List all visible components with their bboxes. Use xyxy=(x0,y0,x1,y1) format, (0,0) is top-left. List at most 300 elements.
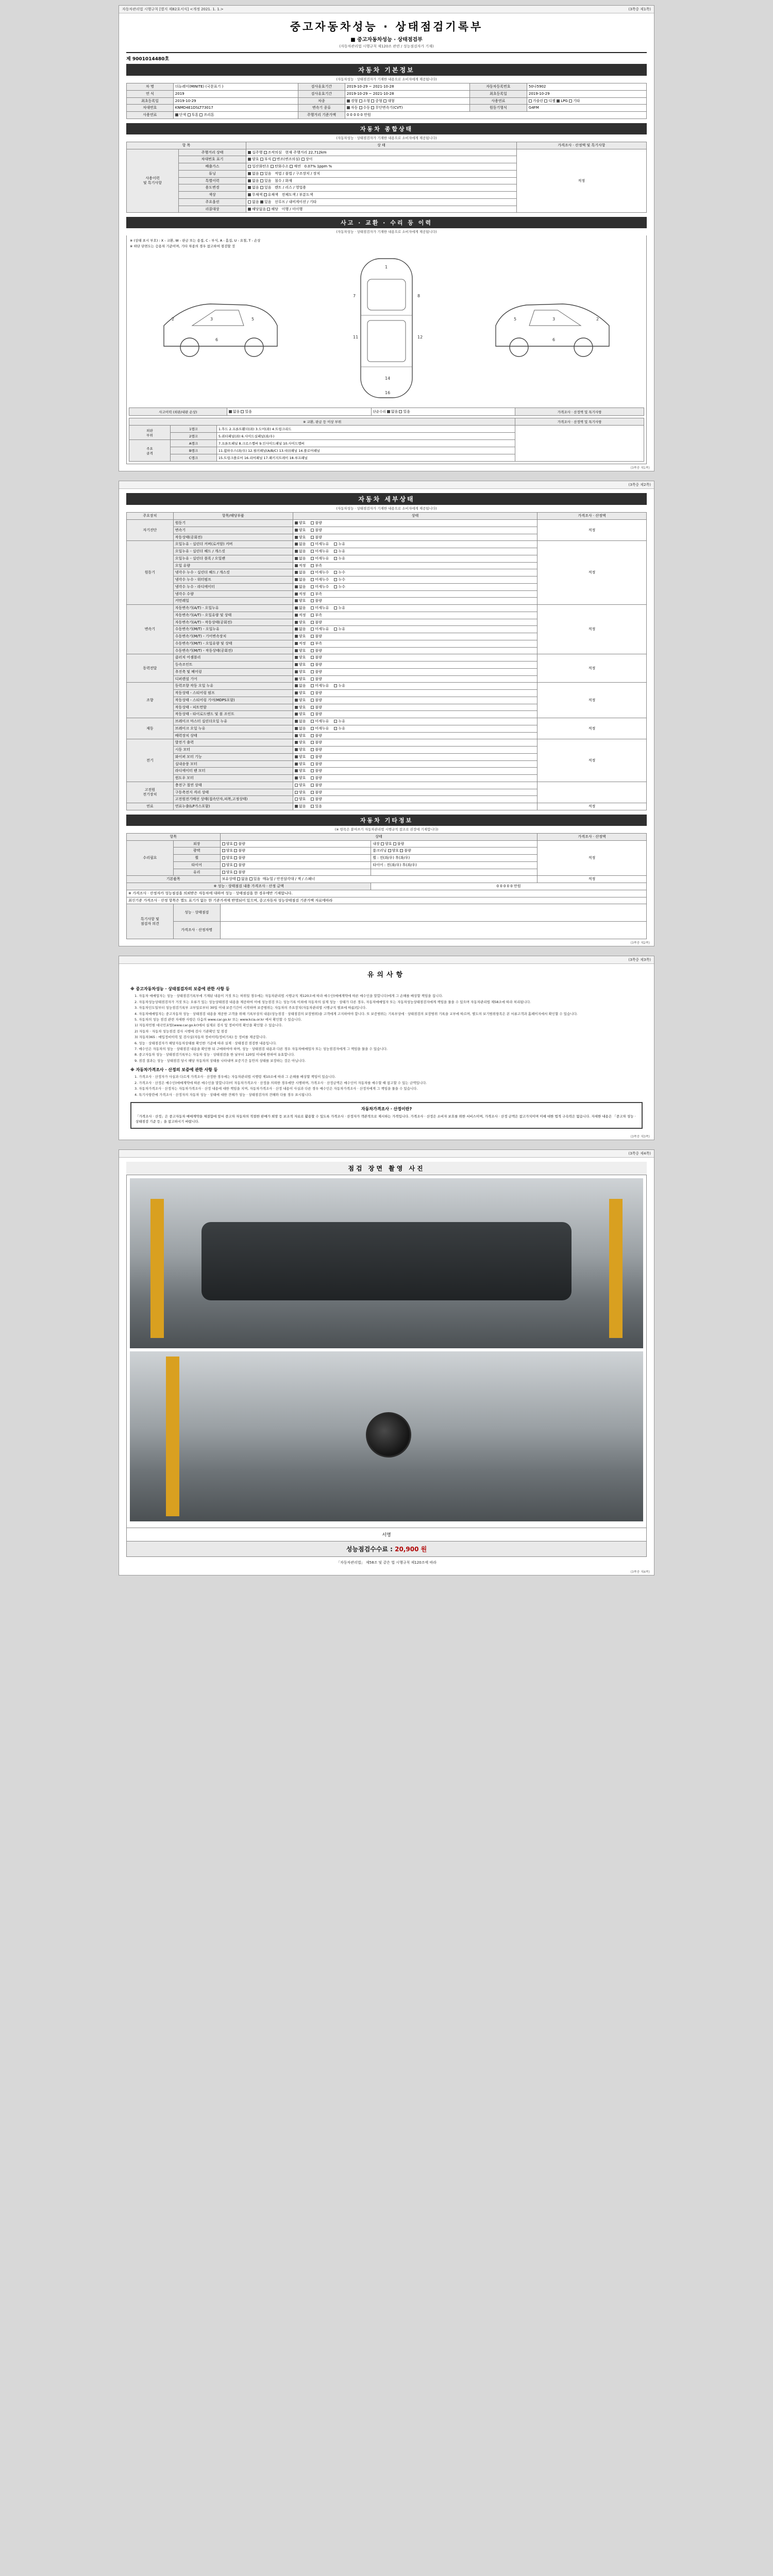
other-row-1-state xyxy=(220,848,371,855)
trans-option-0[interactable] xyxy=(347,106,358,110)
detail-opt-1-4-2[interactable] xyxy=(334,570,345,574)
checkbox-icon xyxy=(311,599,314,602)
detail-opt-3-2-1[interactable] xyxy=(311,670,322,674)
checkbox-icon xyxy=(311,521,314,524)
row-label-0: 주행거리 상태 xyxy=(178,149,246,156)
color-option-2[interactable] xyxy=(199,113,214,117)
detail-opt-5-0-1[interactable] xyxy=(311,719,329,723)
detail-part-label: 고전원전기배선 상태(접속단자,피복,고정상태) xyxy=(173,796,293,803)
simple-repair-opt-0[interactable] xyxy=(387,410,398,414)
checkbox-icon xyxy=(248,151,251,154)
checkbox-icon xyxy=(295,536,298,539)
simple-repair-label: 단순수리 xyxy=(373,410,386,414)
detail-opt-6-3-1[interactable] xyxy=(311,762,322,766)
detail-opt-1-6-1[interactable] xyxy=(311,585,329,589)
detail-opt-2-5-1[interactable] xyxy=(311,641,322,646)
detail-opt-6-5-0[interactable] xyxy=(295,776,306,780)
detail-state-cell xyxy=(293,782,537,789)
detail-part-label: 충전구 절연 상태 xyxy=(173,782,293,789)
detail-opt-2-1-1[interactable] xyxy=(311,613,322,617)
row-0-detail: 현재 주행거리 22,712km xyxy=(285,150,327,155)
color-option-1[interactable] xyxy=(188,113,199,117)
checkbox-icon xyxy=(311,670,314,673)
table-header-row xyxy=(127,833,647,840)
row-4-opt-0[interactable] xyxy=(248,179,259,183)
checkbox-icon xyxy=(295,606,298,609)
detail-opt-4-2-0[interactable] xyxy=(295,698,306,702)
firstreg-label-2: 최초등록일 xyxy=(127,97,174,105)
row-3-detail: 적법 / 불법 / 구조장치 / 장치 xyxy=(275,171,321,176)
row-2-opt-1[interactable] xyxy=(271,164,289,168)
fuel-option-0[interactable] xyxy=(529,99,543,103)
other-4-opt-1-label: 불량 xyxy=(238,870,245,874)
basic-items-sublabel: 보유상태 xyxy=(222,877,236,882)
detail-part-label: 브레이크 오일 누유 xyxy=(173,725,293,732)
detail-part-label: 클러치 어셈블리 xyxy=(173,654,293,662)
checkbox-icon xyxy=(295,521,298,524)
other-1b-opt-0[interactable] xyxy=(388,849,399,853)
detail-opt-label: 미세누수 xyxy=(315,570,329,575)
table-row xyxy=(127,803,647,810)
detail-opt-1-0-0[interactable] xyxy=(295,542,306,546)
detail-state-cell xyxy=(293,768,537,775)
detail-opt-7-0-0[interactable] xyxy=(295,783,306,787)
detail-opt-0-2-1[interactable] xyxy=(311,535,322,539)
detail-part-label: 수동변속기(M/T) - 오일유량 및 상태 xyxy=(173,640,293,647)
detail-opt-5-0-0[interactable] xyxy=(295,719,306,723)
detail-opt-0-1-0[interactable] xyxy=(295,528,306,532)
detail-opt-2-4-1[interactable] xyxy=(311,634,322,638)
row-1-opt-1[interactable] xyxy=(260,157,272,161)
detail-opt-label: 없음 xyxy=(298,578,306,582)
price-box-title: 자동차가격조사 · 산정이란? xyxy=(361,1107,412,1111)
checkbox-icon xyxy=(334,557,337,560)
detail-opt-5-2-0[interactable] xyxy=(295,734,306,738)
detail-opt-2-6-0[interactable] xyxy=(295,649,306,653)
detail-opt-1-8-1[interactable] xyxy=(311,599,322,603)
detail-opt-1-1-2[interactable] xyxy=(334,549,345,553)
fuel-option-2[interactable] xyxy=(557,99,568,103)
table-row xyxy=(127,520,647,527)
detail-group-2: 변속기 xyxy=(127,605,174,654)
row-4-opt-0-label: 없음 xyxy=(252,178,259,183)
detail-state-cell xyxy=(293,725,537,732)
fee-label: 성능점검수수료 : xyxy=(346,1545,393,1553)
detail-opt-5-2-1[interactable] xyxy=(311,734,322,738)
detail-opt-6-1-1[interactable] xyxy=(311,748,322,752)
row-2-detail: 0.07% 1ppm % xyxy=(304,164,332,168)
detail-opt-4-0-0[interactable] xyxy=(295,684,306,688)
detail-opt-1-7-0[interactable] xyxy=(295,592,306,596)
detail-part-label: 수동변속기(M/T) - 기어변속장치 xyxy=(173,633,293,640)
checkbox-icon xyxy=(295,649,298,652)
detail-state-cell xyxy=(293,612,537,619)
detail-opt-3-0-1[interactable] xyxy=(311,655,322,659)
checkbox-icon xyxy=(295,769,298,772)
detail-opt-6-1-0[interactable] xyxy=(295,748,306,752)
detail-opt-3-0-0[interactable] xyxy=(295,655,306,659)
detail-opt-0-0-0[interactable] xyxy=(295,521,306,525)
detail-opt-7-0-1[interactable] xyxy=(311,783,322,787)
detail-opt-2-6-1[interactable] xyxy=(311,649,322,653)
basic-items-price: 적정 xyxy=(537,876,647,883)
detail-opt-4-4-0[interactable] xyxy=(295,712,306,716)
detail-opt-label: 불량 xyxy=(315,769,322,773)
notice-item: 2. 가격조사 · 산정은 매수인(매매계약에 따른 매수인을 말합니다)이 자동차가격조사 · 산정을 의뢰한 경우에만 시행하며, 가격조사 · 산정금액은 매수인이 자동차를 매수할 때 참고할 수 있는 금액입니다. xyxy=(135,1080,427,1085)
basic-opt-1[interactable] xyxy=(249,877,261,881)
detail-opt-4-3-1[interactable] xyxy=(311,705,322,709)
table-row xyxy=(127,890,647,897)
detail-opt-3-3-0[interactable] xyxy=(295,677,306,681)
type-option-3[interactable] xyxy=(383,99,395,103)
row-0-opt-1[interactable] xyxy=(264,150,282,155)
detail-opt-2-0-1[interactable] xyxy=(311,606,329,610)
price-box-text: 「가격조사 · 산정」은 중고자동차 매매계약을 체결함에 앞서 중고차 자동차의 적절한 판매가 희망 등 보조적 자료로 활용할 수 있도록 가격조사 · 산정자가 객관적으로 제시하는 가격입니다. 가격조사 · 산정은 소비자 보호를 위한 서비스이며, 가격조사 · 산정 금액은 참고가치이며 이에 대한 법적 구속력은 없습니다. 자세한 내용은 「중고차 성능 · 상태점검 기준 등」을 참고하시기 바랍니다. xyxy=(136,1114,636,1124)
detail-opt-1-2-0[interactable] xyxy=(295,556,306,561)
other-1-opt-0-label: 양호 xyxy=(226,849,233,853)
fuel-option-5-label: 기타 xyxy=(573,98,580,103)
other-4-opt-1[interactable] xyxy=(234,870,245,874)
checkbox-icon xyxy=(222,849,225,852)
detail-opt-3-1-0[interactable] xyxy=(295,663,306,667)
detail-opt-1-0-2[interactable] xyxy=(334,542,345,546)
part-level-3: B랭크 xyxy=(170,447,216,454)
detail-state-cell xyxy=(293,605,537,612)
detail-group-4: 조향 xyxy=(127,683,174,718)
other-row-3-right: 타이어 : 전(좌/우) 후(좌/우) xyxy=(371,861,537,869)
detail-opt-2-4-0[interactable] xyxy=(295,634,306,638)
detail-opt-3-2-0[interactable] xyxy=(295,670,306,674)
detail-opt-4-4-1[interactable] xyxy=(311,712,322,716)
row-8-opt-0[interactable] xyxy=(248,207,266,211)
detail-opt-1-3-0[interactable] xyxy=(295,564,306,568)
detail-opt-label: 누수 xyxy=(338,578,345,582)
checkbox-icon xyxy=(295,741,298,744)
other-4-opt-0[interactable] xyxy=(222,870,233,874)
detail-opt-label: 불량 xyxy=(315,754,322,759)
detail-part-label: 커먼레일 xyxy=(173,598,293,605)
svg-text:3: 3 xyxy=(210,317,213,322)
row-5-opt-0[interactable] xyxy=(248,185,259,190)
row-6-opt-1[interactable] xyxy=(264,193,278,197)
detail-opt-2-3-2[interactable] xyxy=(334,627,345,631)
detail-opt-label: 누수 xyxy=(338,570,345,575)
section-detail-state-note: (자동차성능 · 상태점검자가 기재한 내용으로 소비자에게 제공됩니다) xyxy=(336,506,437,511)
detail-part-label: 자동변속기(A/T) - 오일유량 및 상태 xyxy=(173,612,293,619)
detail-opt-0-1-1[interactable] xyxy=(311,528,322,532)
detail-opt-3-3-1[interactable] xyxy=(311,677,322,681)
fee-amount: 20,900 원 xyxy=(395,1545,427,1553)
checkbox-icon xyxy=(311,727,314,730)
color-option-0[interactable] xyxy=(175,113,187,117)
other-3-opt-1[interactable] xyxy=(234,863,245,867)
detail-opt-1-5-0[interactable] xyxy=(295,578,306,582)
section-other-info-note: (※ 항목은 붙여쓰기 자동차관리법 시행규칙 참조로 권장에 기재합니다) xyxy=(334,827,439,832)
detail-opt-1-7-1[interactable] xyxy=(311,592,322,596)
basic-items-state xyxy=(220,876,537,883)
checkbox-icon xyxy=(311,776,314,779)
basic-info-table xyxy=(126,83,647,119)
odo-base-value: 0 0 0 0 0 만원 xyxy=(345,112,646,119)
other-row-1-right xyxy=(371,848,537,855)
detail-state-cell xyxy=(293,739,537,747)
row-5-opt-1[interactable] xyxy=(260,185,272,190)
detail-opt-1-6-2[interactable] xyxy=(334,585,345,589)
detail-opt-5-0-2[interactable] xyxy=(334,719,345,723)
detail-opt-4-0-1[interactable] xyxy=(311,684,329,688)
detail-opt-6-4-1[interactable] xyxy=(311,769,322,773)
detail-opt-2-5-0[interactable] xyxy=(295,641,306,646)
detail-opt-1-4-1[interactable] xyxy=(311,570,329,574)
checkbox-icon xyxy=(248,172,251,175)
sheet-page-2 xyxy=(119,481,654,946)
row-4-opt-1-label: 있음 xyxy=(264,178,272,183)
notice-item: 6. 성능 · 상태점검자가 해당자동차상태를 확인한 기준에 따라 실제 · 상태점검 점검한 내용입니다. xyxy=(135,1041,277,1045)
detail-opt-6-3-0[interactable] xyxy=(295,762,306,766)
row-6-opt-0[interactable] xyxy=(248,193,262,197)
detail-state-cell xyxy=(293,534,537,541)
row-1-opt-2[interactable] xyxy=(273,157,300,161)
detail-opt-1-2-1[interactable] xyxy=(311,556,329,561)
detail-opt-label: 누유 xyxy=(338,556,345,561)
notice-item: 1) 자동차민원 대국민포털(www.car.go.kr)에서 실제로 검사 및 정비이력 확인을 확인할 수 있습니다. xyxy=(135,1023,283,1028)
detail-state-cell xyxy=(293,541,537,548)
detail-opt-4-1-1[interactable] xyxy=(311,691,322,695)
accident-opt-1[interactable] xyxy=(241,410,252,414)
row-6-opt-1-label: 유채색 xyxy=(267,193,278,197)
detail-opt-5-1-2[interactable] xyxy=(334,726,345,731)
detail-opt-1-5-1[interactable] xyxy=(311,578,329,582)
other-row-0-label2: 내장 xyxy=(373,841,380,846)
detail-opt-7-1-1[interactable] xyxy=(311,790,322,794)
checkbox-icon xyxy=(311,536,314,539)
detail-opt-1-2-2[interactable] xyxy=(334,556,345,561)
checkbox-icon xyxy=(229,410,232,413)
fuel-option-1-label: 디젤 xyxy=(548,98,556,103)
special-note-label: 특기사항 및 점검자 의견 xyxy=(127,904,174,939)
detail-state-cell xyxy=(293,775,537,782)
row-4-opt-1[interactable] xyxy=(260,179,272,183)
checkbox-icon xyxy=(311,663,314,666)
other-1-opt-1[interactable] xyxy=(234,849,245,853)
detail-state-cell xyxy=(293,647,537,654)
table-row xyxy=(127,105,647,112)
overall-col-price: 가격조사 · 산정액 및 특기사항 xyxy=(516,142,646,149)
row-1-opt-0[interactable] xyxy=(248,157,259,161)
detail-opt-label: 양호 xyxy=(298,521,306,525)
detail-state-cell xyxy=(293,527,537,534)
checkbox-icon xyxy=(295,670,298,673)
sheet2-footer: (3쪽중 제2쪽) xyxy=(630,941,650,945)
svg-text:1: 1 xyxy=(384,265,388,270)
inspection-photo-wheel xyxy=(130,1351,643,1521)
detail-part-label: 원동기 xyxy=(173,520,293,527)
detail-opt-1-8-0[interactable] xyxy=(295,599,306,603)
table-row xyxy=(127,904,647,922)
detail-opt-6-2-1[interactable] xyxy=(311,755,322,759)
row-8-opt-1[interactable] xyxy=(267,207,278,211)
detail-opt-label: 불량 xyxy=(315,733,322,738)
detail-state-cell xyxy=(293,619,537,626)
firstreg-value: 2019-10-29 xyxy=(527,90,646,97)
row-2-opt-1-label: 탄화수소 xyxy=(275,164,289,168)
checkbox-icon xyxy=(371,99,374,103)
detail-opt-6-0-0[interactable] xyxy=(295,740,306,744)
vin-value: KNMD4E1DSLT73017 xyxy=(173,105,298,112)
checkbox-icon xyxy=(311,805,314,808)
detail-opt-label: 미세누유 xyxy=(315,606,329,610)
table-row xyxy=(127,876,647,883)
color-option-1-label: 투톤 xyxy=(191,113,199,117)
detail-part-label: 자동변속기(A/T) - 작동상태(공회전) xyxy=(173,619,293,626)
row-label-6: 색상 xyxy=(178,192,246,199)
fee-band xyxy=(126,1541,647,1557)
detail-opt-7-2-0[interactable] xyxy=(295,797,306,801)
detail-price-6: 적정 xyxy=(537,739,647,782)
detail-opt-4-3-0[interactable] xyxy=(295,705,306,709)
detail-opt-4-0-2[interactable] xyxy=(334,684,345,688)
detail-opt-5-1-1[interactable] xyxy=(311,726,329,731)
trans-option-1[interactable] xyxy=(359,106,371,110)
fuel-option-5[interactable] xyxy=(569,99,580,103)
notice-item: 1. 자동차 매매업자는 성능 · 상태점검기록부에 기재된 내용이 거짓 또는 허위일 경우에는 자동차관리법 시행규칙 제120조에 따라 매수인(매매계약에 따른 매수인을 말합니다)에게 그 손해를 배상할 책임을 집니다. xyxy=(135,994,443,998)
other-0-opt-1-label: 불량 xyxy=(238,841,245,846)
detail-opt-1-4-0[interactable] xyxy=(295,570,306,574)
fuel-option-1[interactable] xyxy=(544,99,556,103)
checkbox-icon xyxy=(295,805,298,808)
accident-value xyxy=(227,408,371,416)
basic-opt-0[interactable] xyxy=(237,877,248,881)
sheet-page-4 xyxy=(119,1149,654,1575)
detail-opt-6-5-1[interactable] xyxy=(311,776,322,780)
row-7-opt-0[interactable] xyxy=(248,200,259,204)
other-1-opt-0[interactable] xyxy=(222,849,233,853)
detail-opt-1-0-1[interactable] xyxy=(311,542,329,546)
table-header-row xyxy=(127,513,647,520)
notice-item: 3. 자동차인도일부터 성능점검기록부 교부일로부터 30일 이내 보증기간이 시작하며 보증범위는 자동차의 주요장치(자동차관리법 시행규칙 별표에 따름)입니다. xyxy=(135,1006,367,1010)
detail-opt-8-0-0[interactable] xyxy=(295,804,306,808)
checkbox-icon xyxy=(400,849,403,852)
detail-opt-2-1-0[interactable] xyxy=(295,613,306,617)
other-0b-opt-1[interactable] xyxy=(393,842,405,846)
detail-group-1: 원동기 xyxy=(127,541,174,605)
detail-opt-7-2-1[interactable] xyxy=(311,797,322,801)
detail-opt-2-3-0[interactable] xyxy=(295,627,306,631)
detail-opt-2-0-2[interactable] xyxy=(334,606,345,610)
checkbox-icon xyxy=(222,856,225,859)
other-3-opt-0[interactable] xyxy=(222,863,233,867)
sheet-page-3 xyxy=(119,956,654,1140)
detail-opt-6-0-1[interactable] xyxy=(311,740,322,744)
notice-item: 8. 중고자동차 성능 · 상태점검기록부는 자동차 성능 · 상태점검을 한 날부터 120일 이내에 한하여 유효합니다. xyxy=(135,1053,295,1057)
detail-opt-1-1-0[interactable] xyxy=(295,549,306,553)
trans-option-3[interactable] xyxy=(371,106,402,110)
detail-opt-4-2-1[interactable] xyxy=(311,698,322,702)
detail-opt-7-1-0[interactable] xyxy=(295,790,306,794)
detail-opt-1-3-1[interactable] xyxy=(311,564,322,568)
detail-opt-3-1-1[interactable] xyxy=(311,663,322,667)
detail-opt-2-2-1[interactable] xyxy=(311,620,322,624)
row-3-opt-1[interactable] xyxy=(260,172,272,176)
detail-opt-8-0-1[interactable] xyxy=(311,804,322,808)
detail-opt-2-2-0[interactable] xyxy=(295,620,306,624)
notice-list-3 xyxy=(119,1074,654,1098)
detail-col-device: 주요장치 xyxy=(127,513,174,520)
table-row xyxy=(127,605,647,612)
checkbox-icon xyxy=(248,165,251,168)
final-legal-note: 「자동차관리법」 제58조 및 같은 법 시행규칙 제120조에 따라 xyxy=(337,1560,436,1565)
detail-opt-5-1-0[interactable] xyxy=(295,726,306,731)
detail-part-label: 냉각수 누수 - 워터펌프 xyxy=(173,577,293,584)
detail-opt-1-5-2[interactable] xyxy=(334,578,345,582)
row-1-opt-3[interactable] xyxy=(301,157,313,161)
row-0-opt-0[interactable] xyxy=(248,150,262,155)
detail-opt-label: 미세누유 xyxy=(315,726,329,731)
detail-opt-6-4-0[interactable] xyxy=(295,769,306,773)
simple-repair-opt-1[interactable] xyxy=(399,410,410,414)
other-1b-opt-1[interactable] xyxy=(400,849,411,853)
checkbox-icon xyxy=(248,193,251,196)
detail-opt-label: 누유 xyxy=(338,606,345,610)
table-row xyxy=(127,149,647,156)
row-2-opt-2[interactable] xyxy=(290,164,301,168)
detail-opt-1-6-0[interactable] xyxy=(295,585,306,589)
detail-state-cell xyxy=(293,640,537,647)
type-option-2[interactable] xyxy=(371,99,382,103)
detail-opt-1-1-1[interactable] xyxy=(311,549,329,553)
type-option-1[interactable] xyxy=(359,99,371,103)
detail-opt-label: 양호 xyxy=(298,712,306,717)
row-2-opt-0[interactable] xyxy=(248,164,270,168)
other-0b-opt-0[interactable] xyxy=(381,842,392,846)
detail-opt-0-2-0[interactable] xyxy=(295,535,306,539)
accident-opt-0[interactable] xyxy=(229,410,240,414)
table-row xyxy=(127,922,647,939)
part-group-1: 주요 골격 xyxy=(129,440,171,462)
other-0-opt-1[interactable] xyxy=(234,842,245,846)
row-state-1 xyxy=(246,156,517,163)
detail-opt-2-0-0[interactable] xyxy=(295,606,306,610)
detail-opt-label: 불량 xyxy=(315,740,322,745)
detail-opt-0-0-1[interactable] xyxy=(311,521,322,525)
detail-opt-2-3-1[interactable] xyxy=(311,627,329,631)
other-4-opt-0-label: 양호 xyxy=(226,870,233,874)
detail-opt-label: 미세누유 xyxy=(315,719,329,723)
other-2-opt-1[interactable] xyxy=(234,856,245,860)
checkbox-icon xyxy=(248,208,251,211)
detail-opt-label: 불량 xyxy=(315,599,322,603)
detail-opt-4-1-0[interactable] xyxy=(295,691,306,695)
notice-item: 2. 자동차성능상태점검자가 거짓 또는 오류가 있는 성능상태점검 내용을 제공하여 이에 성능점검 또는 성능기록 이외에 자동차의 실제 성능 · 상태가 다른 경우, 자동차매매업자 또는 자동차성능상태점검자에게 책임을 물을 수 있으며 자동차관리법 제58조에 따라 처리됩니다. xyxy=(135,999,531,1004)
other-2-opt-0[interactable] xyxy=(222,856,233,860)
total-note-2: 최신기준 가격조사 · 산정 항목은 별도 표기가 없는 한 기준가격에 반영되어 있으며, 중고자동차 성능상태점검 기준가액 자료에따라 xyxy=(127,897,647,904)
checkbox-icon xyxy=(311,734,314,737)
color-option-2-label: 쓰리톤 xyxy=(204,113,214,117)
checkbox-icon xyxy=(234,849,237,852)
other-0-opt-0[interactable] xyxy=(222,842,233,846)
price-inspection-label: 성능 · 상태점검 xyxy=(173,904,220,922)
record-number: 제 9001014480호 xyxy=(126,57,170,62)
type-option-0[interactable] xyxy=(347,99,358,103)
row-1-opt-3-label: 상이 xyxy=(305,157,313,162)
other-0b-opt-0-label: 양호 xyxy=(384,841,392,846)
detail-opt-6-2-0[interactable] xyxy=(295,755,306,759)
detail-group-7: 고전원 전기장치 xyxy=(127,782,174,803)
checkbox-icon xyxy=(311,762,314,766)
row-3-opt-0[interactable] xyxy=(248,172,259,176)
row-7-opt-1[interactable] xyxy=(260,200,272,204)
checkbox-icon xyxy=(311,571,314,574)
